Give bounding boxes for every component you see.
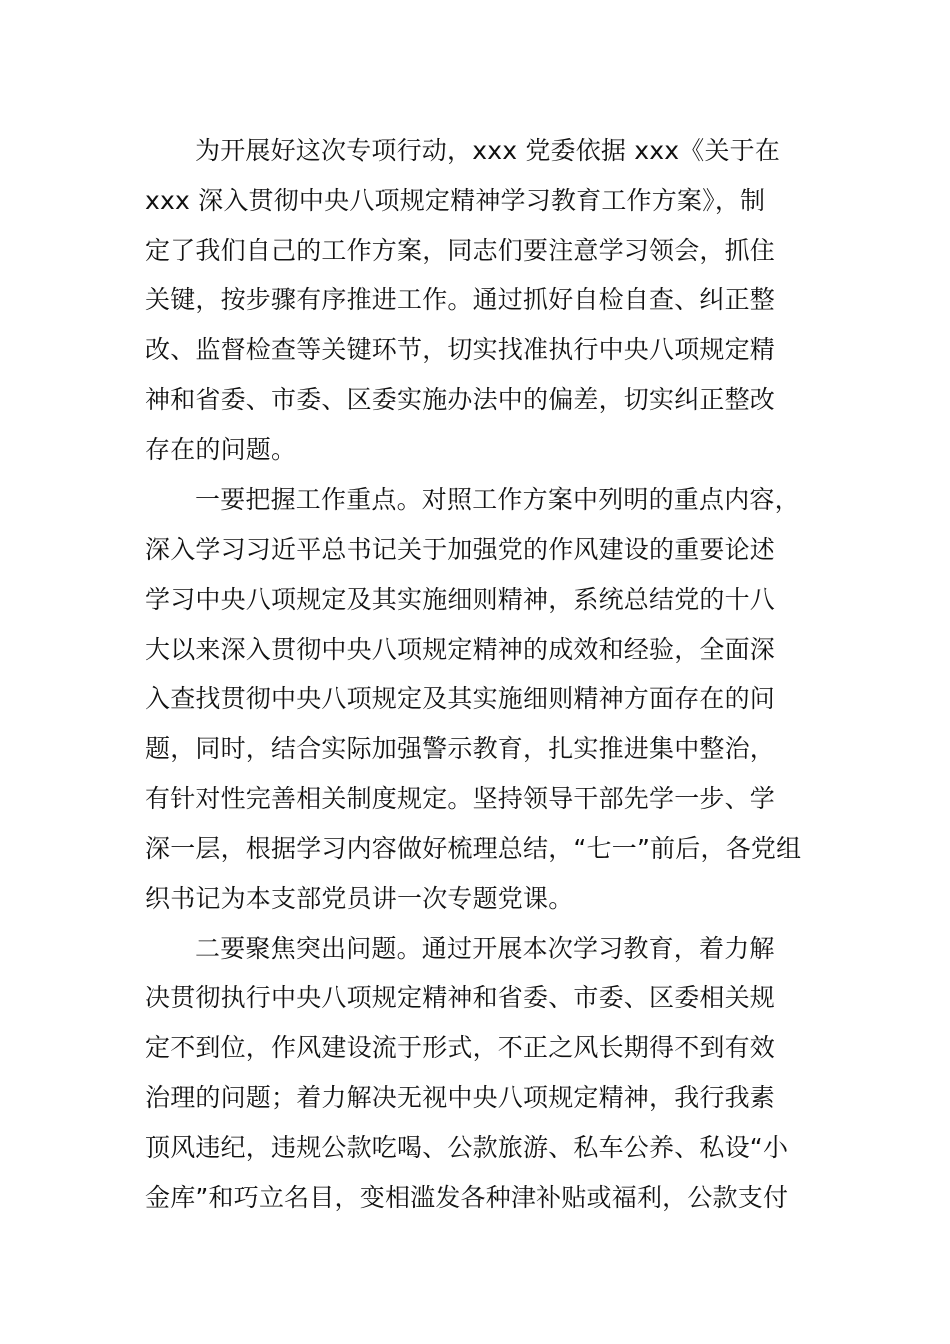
paragraph-2-line-2: 深入学习习近平总书记关于加强党的作风建设的重要论述 [145, 535, 776, 564]
paragraph-3-line-6: 金库”和巧立名目，变相滥发各种津补贴或福利，公款支付 [145, 1183, 789, 1212]
paragraph-3-line-3: 定不到位，作风建设流于形式，不正之风长期得不到有效 [145, 1033, 776, 1062]
paragraph-1-line-1: 为开展好这次专项行动，xxx 党委依据 xxx《关于在 [195, 136, 781, 165]
paragraph-1-line-2: xxx 深入贯彻中央八项规定精神学习教育工作方案》，制 [145, 186, 766, 215]
paragraph-2-line-5: 入查找贯彻中央八项规定及其实施细则精神方面存在的问 [145, 684, 776, 713]
paragraph-3-line-1: 二要聚焦突出问题。通过开展本次学习教育，着力解 [195, 934, 775, 963]
paragraph-2-line-1: 一要把握工作重点。对照工作方案中列明的重点内容， [195, 485, 800, 514]
paragraph-1-line-4: 关键，按步骤有序推进工作。通过抓好自检自查、纠正整 [145, 285, 776, 314]
paragraph-1-line-5: 改、监督检查等关键环节，切实找准执行中央八项规定精 [145, 335, 776, 364]
paragraph-3-line-5: 顶风违纪，违规公款吃喝、公款旅游、私车公养、私设“小 [145, 1133, 789, 1162]
paragraph-3-line-2: 决贯彻执行中央八项规定精神和省委、市委、区委相关规 [145, 983, 776, 1012]
paragraph-1-line-3: 定了我们自己的工作方案，同志们要注意学习领会，抓住 [145, 236, 776, 265]
paragraph-1-line-6: 神和省委、市委、区委实施办法中的偏差，切实纠正整改 [145, 385, 776, 414]
paragraph-2-line-4: 大以来深入贯彻中央八项规定精神的成效和经验，全面深 [145, 635, 776, 664]
paragraph-2-line-9: 织书记为本支部党员讲一次专题党课。 [145, 884, 574, 913]
paragraph-2-line-6: 题，同时，结合实际加强警示教育，扎实推进集中整治， [145, 734, 776, 763]
paragraph-2-line-8: 深一层，根据学习内容做好梳理总结，“七一”前后，各党组 [145, 834, 802, 863]
paragraph-3-line-4: 治理的问题；着力解决无视中央八项规定精神，我行我素 [145, 1083, 776, 1112]
paragraph-2-line-3: 学习中央八项规定及其实施细则精神，系统总结党的十八 [145, 585, 776, 614]
paragraph-1-line-7: 存在的问题。 [145, 435, 297, 464]
paragraph-2-line-7: 有针对性完善相关制度规定。坚持领导干部先学一步、学 [145, 784, 776, 813]
